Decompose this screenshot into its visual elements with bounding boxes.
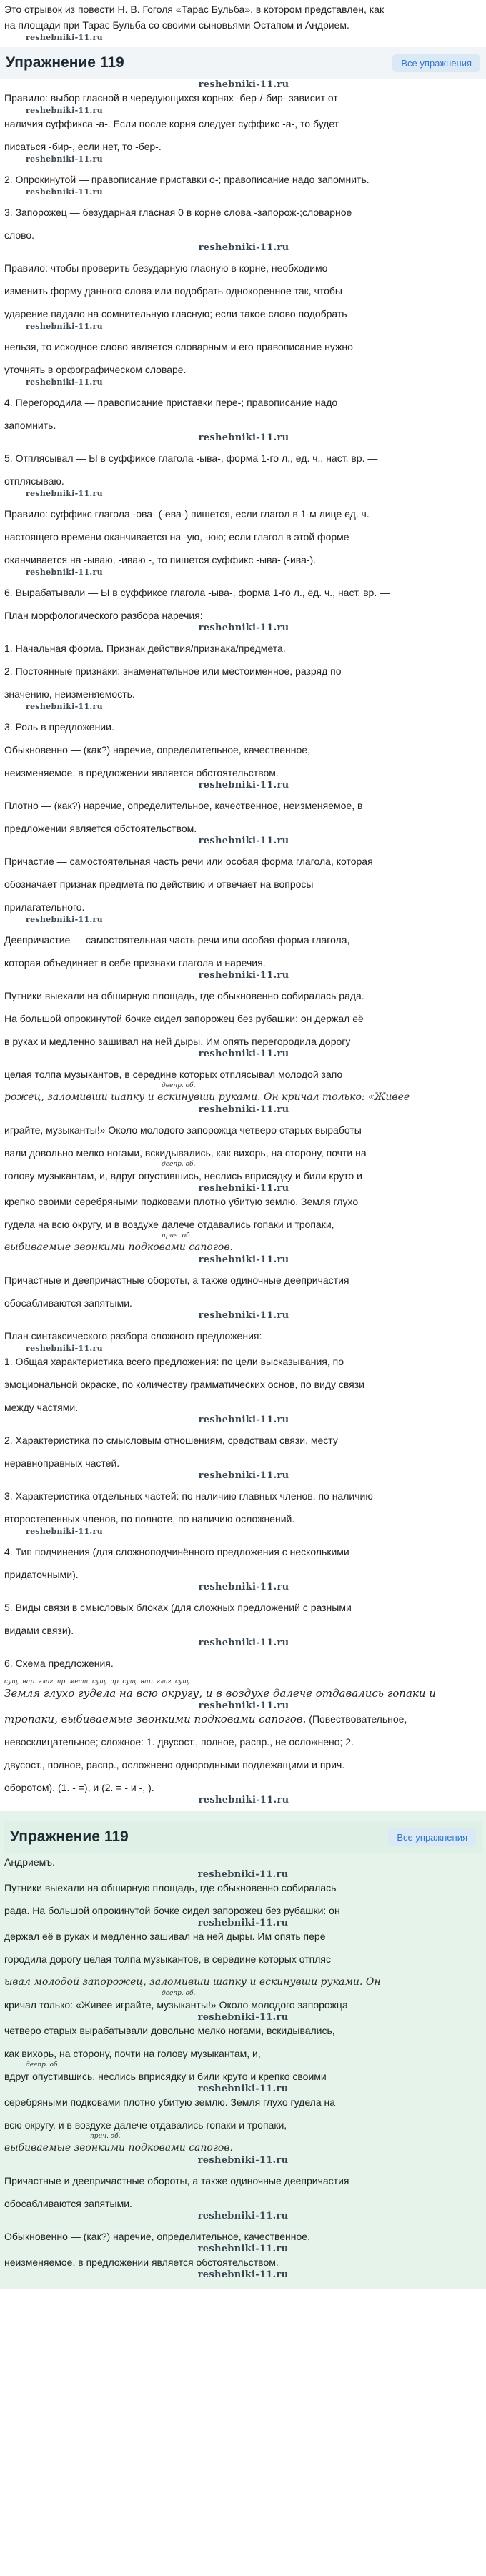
text-line: Причастные и деепричастные обороты, а также одиночные деепричастия [4,1274,349,1286]
text-line: рожец, заломивши шапку и вскинувши руками. Он кричал только: «Живее [4,1091,410,1103]
watermark: reshebniki-11.ru [198,1582,289,1592]
watermark: reshebniki-11.ru [26,154,103,164]
all-exercises-button[interactable]: Все упражнения [392,54,480,72]
text-line: двусост., полное, распр., осложнено однородными подлежащими и прич. [4,1759,345,1770]
text-line: Плотно — (как?) наречие, определительное, качественное, неизменяемое, в [4,800,363,811]
intro-line: на площади при Тарас Бульба со своими сыновьями Остапом и Андрием. [4,19,349,31]
text-line: План морфологического разбора наречия: [4,610,203,621]
text-line: оборотом). (1. - =), и (2. = - и -, ). [4,1782,154,1793]
text-line: обозначает признак предмета по действию и отвечает на вопросы [4,878,314,890]
text-line: Обыкновенно — (как?) наречие, определительное, качественное, [4,744,310,756]
text-line: На большой опрокинутой бочке сидел запорожец без рубашки: он держал её [4,1013,364,1024]
text-line: Правило: суффикс глагола -ова- (-ева-) пишется, если глагол в 1-м лице ед. ч. [4,508,370,520]
watermark: reshebniki-11.ru [198,1415,289,1425]
watermark: reshebniki-11.ru [197,2269,289,2280]
watermark: reshebniki-11.ru [26,33,103,42]
watermark: reshebniki-11.ru [197,2155,289,2166]
scheme-marks: сущ. нар. глаг. пр. мест. сущ. пр. сущ. нар. глаг. сущ. [4,1678,192,1685]
annotation-dp: деепр. об. [162,1990,196,1997]
text-line: отплясываю. [4,475,64,487]
text-line: Причастные и деепричастные обороты, а также одиночные деепричастия [4,2175,349,2186]
watermark: reshebniki-11.ru [26,489,103,498]
annotation-dp: деепр. об. [26,2061,60,2069]
text-line: которая объединяет в себе признаки глагола и наречия. [4,957,266,969]
watermark: reshebniki-11.ru [198,780,289,791]
watermark: reshebniki-11.ru [26,1527,103,1536]
text-line: между частями. [4,1402,79,1413]
text-line: серебряными подковами плотно убитую землю. Земля глухо гудела на [4,2096,336,2108]
text-line: ывал молодой запорожец, заломивши шапку и вскинувши руками. Он [4,1976,381,1988]
text-line: выбиваемые звонкими подковами сапогов. [4,1242,233,1253]
exercise-header [0,47,486,79]
text-line: Андриемъ. [4,1856,55,1868]
text-line: наличия суффикса -а-. Если после корня следует суффикс -а-, то будет [4,118,339,129]
text-line: настоящего времени оканчивается на -ую, -юю; если глагол в этой форме [4,531,349,543]
text-line: 1. Общая характеристика всего предложения: по цели высказывания, по [4,1356,344,1367]
text-line: 3. Запорожец — безударная гласная 0 в корне слова -запорож-;словарное [4,207,352,218]
exercise-title: Упражнение 119 [10,1828,129,1845]
text-line: играйте, музыканты!» Около молодого запорожца четверо старых выработы [4,1124,362,1136]
text-line: 3. Роль в предложении. [4,721,114,733]
watermark: reshebniki-11.ru [198,79,289,90]
scheme-line: Земля глухо гудела на всю округу, и в воздухе далече отдавались гопаки и [4,1687,436,1700]
text-line: рада. На большой опрокинутой бочке сидел запорожец без рубашки: он [4,1905,340,1916]
exercise-title: Упражнение 119 [6,54,124,71]
annotation-prich: прич. об. [90,2133,121,2140]
text-line: кричал только: «Живее играйте, музыканты!» Около молодого запорожца [4,1999,348,2011]
watermark: reshebniki-11.ru [26,1344,103,1353]
watermark: reshebniki-11.ru [197,2012,289,2023]
text-line: второстепенных членов, по полноте, по наличию осложнений. [4,1513,295,1525]
all-exercises-button[interactable]: Все упражнения [388,1828,476,1846]
exercise-header [4,1821,482,1853]
watermark: reshebniki-11.ru [26,187,103,197]
text-line: гудела на всю округу, и в воздухе далече отдавались гопаки и тропаки, [4,1219,334,1230]
text-line: нельзя, то исходное слово является словарным и его правописание нужно [4,341,353,352]
text-line: голову музыкантам, и, вдруг опустившись, неслись вприсядку и били круто и [4,1170,362,1182]
text-line: ударение падало на сомнительную гласную; если такое слово подобрать [4,308,347,319]
text-line: запомнить. [4,420,56,431]
watermark: reshebniki-11.ru [26,915,103,924]
text-line: План синтаксического разбора сложного предложения: [4,1330,262,1342]
text-line: 6. Вырабатывали — Ы в суффиксе глагола -ыва-, форма 1-го л., ед. ч., наст. вр. — [4,587,390,598]
text-line: 4. Перегородила — правописание приставки пере-; правописание надо [4,397,338,408]
text-line: Деепричастие — самостоятельная часть речи или особая форма глагола, [4,934,350,946]
watermark: reshebniki-11.ru [198,1638,289,1648]
text-line: всю округу, и в воздухе далече отдавались гопаки и тропаки, [4,2119,287,2131]
watermark: reshebniki-11.ru [197,2244,289,2254]
watermark: reshebniki-11.ru [197,1869,289,1880]
text-line: Причастие — самостоятельная часть речи или особая форма глагола, которая [4,856,373,867]
text-line: 2. Характеристика по смысловым отношениям, средствам связи, месту [4,1435,338,1446]
watermark: reshebniki-11.ru [26,106,103,115]
watermark: reshebniki-11.ru [198,623,289,633]
text-line: 4. Тип подчинения (для сложноподчинённого предложения с несколькими [4,1546,349,1557]
text-line: прилагательного. [4,901,85,913]
text-line: неизменяемое, в предложении является обстоятельством. [4,767,279,778]
watermark: reshebniki-11.ru [198,1049,289,1059]
watermark: reshebniki-11.ru [26,568,103,577]
watermark: reshebniki-11.ru [198,1795,289,1805]
annotation-dp: деепр. об. [162,1082,196,1089]
text-line: Обыкновенно — (как?) наречие, определительное, качественное, [4,2231,310,2242]
text-line: придаточными). [4,1569,79,1580]
text-line: 5. Виды связи в смысловых блоках (для сложных предложений с разными [4,1602,352,1613]
scheme-line: тропаки, выбиваемые звонкими подковами сапогов. [4,1713,307,1725]
text-line: в руках и медленно зашивал на ней дыры. Им опять перегородила дорогу [4,1036,351,1047]
text-line: вдруг опустившись, неслись вприсядку и били круто и крепко своими [4,2071,327,2082]
text-line: 2. Постоянные признаки: знаменательное или местоименное, разряд по [4,665,342,677]
text-line: неизменяемое, в предложении является обстоятельством. [4,2257,279,2268]
second-solution [0,1811,486,2289]
text-line: слово. [4,229,35,241]
text-line: уточнять в орфографическом словаре. [4,364,187,375]
text-line: оканчивается на -ываю, -иваю -, то пишется суффикс -ыва- (-ива-). [4,554,317,565]
watermark: reshebniki-11.ru [197,2211,289,2221]
watermark: reshebniki-11.ru [198,836,289,846]
text-line: предложении является обстоятельством. [4,823,197,834]
watermark: reshebniki-11.ru [26,377,103,387]
annotation-prich: прич. об. [162,1232,192,1239]
watermark: reshebniki-11.ru [198,1700,289,1711]
text-line: Правило: чтобы проверить безударную гласную в корне, необходимо [4,262,328,274]
text-line: как вихорь, на сторону, почти на голову музыкантам, и, [4,2048,261,2059]
text-line: четверо старых вырабатывали довольно мелко ногами, вскидывались, [4,2025,335,2036]
text-line: невосклицательное; сложное: 1. двусост., полное, распр., не осложнено; 2. [4,1736,354,1748]
watermark: reshebniki-11.ru [198,1470,289,1481]
text-line: писаться -бир-, если нет, то -бер-. [4,141,162,152]
annotation-dp: деепр. об. [162,1161,196,1168]
text-line: держал её в руках и медленно зашивал на ней дыры. Им опять пере [4,1931,326,1942]
watermark: reshebniki-11.ru [198,1254,289,1265]
text-line: 6. Схема предложения. [4,1658,114,1669]
text-line: 2. Опрокинутой — правописание приставки о-; правописание надо запомнить. [4,174,370,185]
text-line: 1. Начальная форма. Признак действия/признака/предмета. [4,643,286,654]
text-line: обосабливаются запятыми. [4,2198,132,2209]
text-line: целая толпа музыкантов, в середине которых отплясывал молодой запо [4,1069,343,1080]
text-line: неравноправных частей. [4,1457,120,1469]
text-line: эмоциональной окраске, по количеству грамматических основ, по виду связи [4,1379,364,1390]
text-line: Путники выехали на обширную площадь, где обыкновенно собиралась [4,1882,337,1893]
watermark: reshebniki-11.ru [198,1183,289,1194]
text-line: видами связи). [4,1625,74,1636]
text-line: выбиваемые звонкими подковами сапогов. [4,2142,233,2154]
watermark: reshebniki-11.ru [197,2084,289,2094]
text-line: обосабливаются запятыми. [4,1297,132,1309]
text-line: крепко своими серебряными подковами плотно убитую землю. Земля глухо [4,1196,359,1207]
intro-line: Это отрывок из повести Н. В. Гоголя «Тарас Бульба», в котором представлен, как [4,4,385,15]
watermark: reshebniki-11.ru [197,1918,289,1928]
watermark: reshebniki-11.ru [26,702,103,711]
watermark: reshebniki-11.ru [198,432,289,443]
watermark: reshebniki-11.ru [198,1104,289,1115]
watermark: reshebniki-11.ru [198,242,289,253]
watermark: reshebniki-11.ru [198,1310,289,1321]
watermark: reshebniki-11.ru [198,970,289,981]
text-line: 5. Отплясывал — Ы в суффиксе глагола -ыва-, форма 1-го л., ед. ч., наст. вр. — [4,452,378,464]
solution-text [0,80,486,1805]
watermark: reshebniki-11.ru [26,322,103,331]
text-line: Правило: выбор гласной в чередующихся корнях -бер-/-бир- зависит от [4,92,338,104]
scheme-line: (Повествовательное, [306,1713,407,1725]
text-line: вали довольно мелко ногами, вскидывались, как вихорь, на сторону, почти на [4,1147,367,1159]
text-line: Путники выехали на обширную площадь, где обыкновенно собиралась рада. [4,990,364,1001]
text-line: городила дорогу целая толпа музыкантов, в середине которых отпляс [4,1953,331,1965]
text-line: изменить форму данного слова или подобрать однокоренное так, чтобы [4,285,342,297]
text-line: значению, неизменяемость. [4,688,135,700]
text-line: 3. Характеристика отдельных частей: по наличию главных членов, по наличию [4,1490,373,1502]
